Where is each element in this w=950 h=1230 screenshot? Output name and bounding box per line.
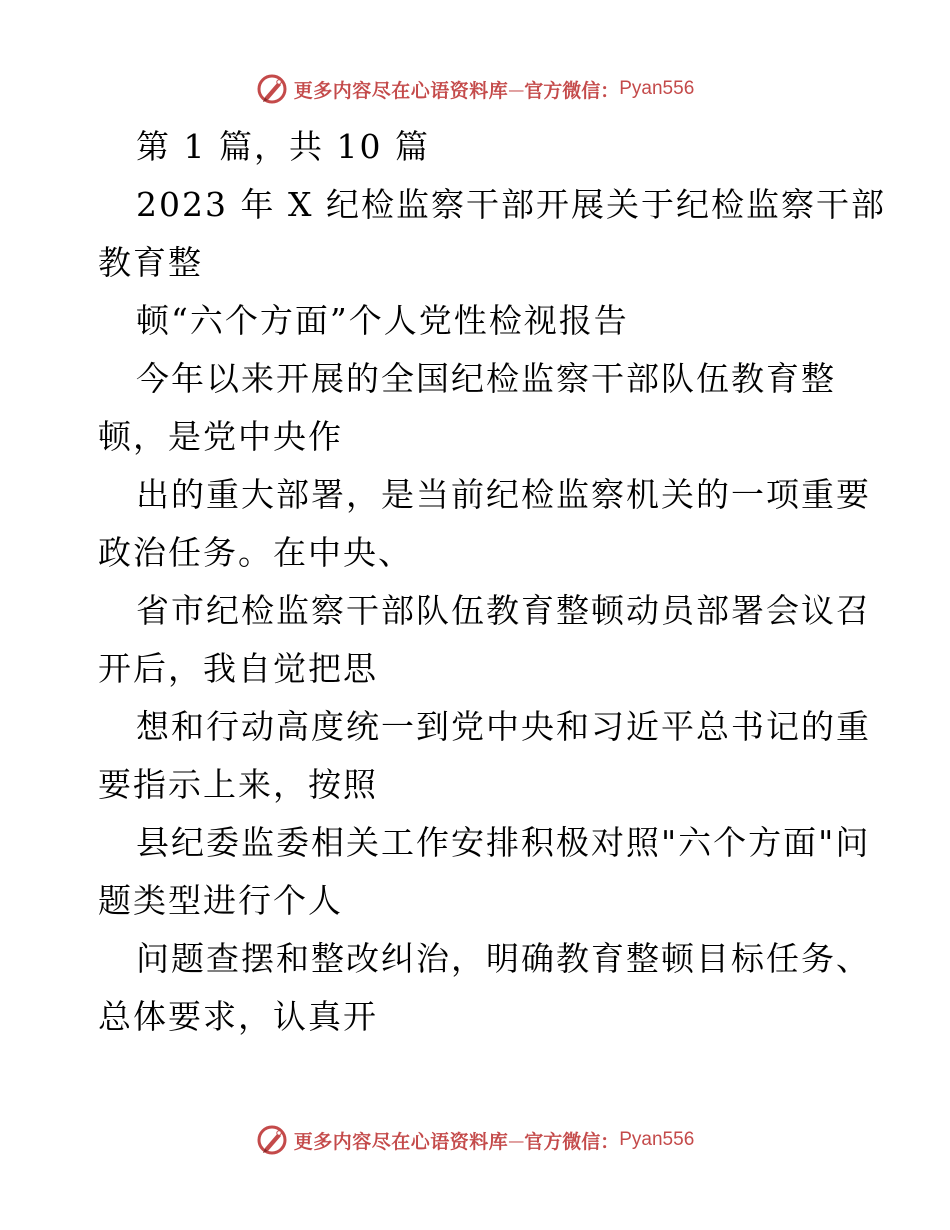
watermark-wechat-label: 官方微信： xyxy=(524,79,620,102)
text-line: 要指示上来，按照 xyxy=(98,765,378,804)
text-line: 开后，我自觉把思 xyxy=(98,649,378,688)
text-line: 题类型进行个人 xyxy=(98,881,343,920)
text-line: 顿，是党中央作 xyxy=(98,417,343,456)
header-watermark xyxy=(0,72,950,106)
watermark-text: 更多内容尽在心语资料库 xyxy=(293,79,509,102)
text-line: 2023 年 X 纪检监察干部开展关于纪检监察干部 xyxy=(136,185,886,224)
text-line: 省市纪检监察干部队伍教育整顿动员部署会议召 xyxy=(136,591,871,630)
watermark-wechat-label: 官方微信： xyxy=(524,1130,620,1153)
text-line: 问题查摆和整改纠治，明确教育整顿目标任务、 xyxy=(136,939,871,978)
pen-logo-icon xyxy=(256,73,288,105)
footer-watermark xyxy=(0,1123,950,1157)
text-line: 政治任务。在中央、 xyxy=(98,533,413,572)
text-line: 今年以来开展的全国纪检监察干部队伍教育整 xyxy=(136,359,836,398)
text-line: 顿“六个方面”个人党性检视报告 xyxy=(136,301,629,340)
watermark-wechat-id: Pyan556 xyxy=(619,78,695,99)
pen-logo-icon xyxy=(256,1124,288,1156)
text-line: 教育整 xyxy=(98,243,203,282)
text-line: 县纪委监委相关工作安排积极对照"六个方面"问 xyxy=(136,823,871,862)
watermark-text: 更多内容尽在心语资料库 xyxy=(293,1130,509,1153)
watermark-separator: — xyxy=(508,1130,525,1150)
text-line: 第 1 篇，共 10 篇 xyxy=(136,127,430,166)
text-line: 出的重大部署，是当前纪检监察机关的一项重要 xyxy=(136,475,871,514)
document-body xyxy=(98,118,886,1046)
text-line: 想和行动高度统一到党中央和习近平总书记的重 xyxy=(136,707,871,746)
watermark-separator: — xyxy=(508,79,525,99)
text-line: 总体要求，认真开 xyxy=(98,997,378,1036)
watermark-wechat-id: Pyan556 xyxy=(619,1129,695,1150)
